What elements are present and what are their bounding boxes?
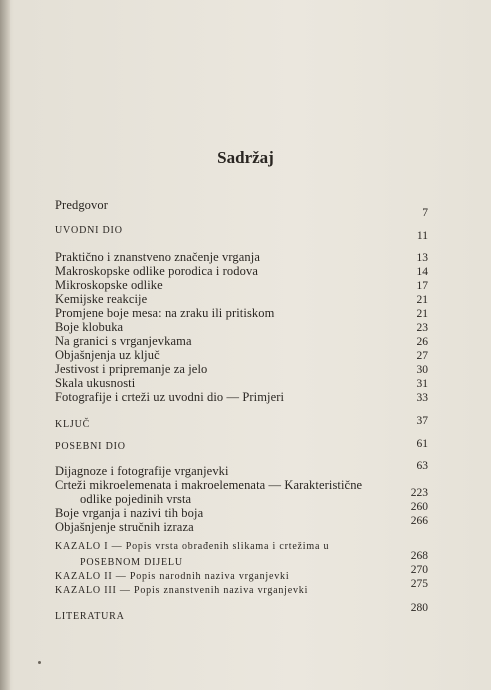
toc-page-number: 260 <box>410 501 428 513</box>
toc-section-heading: POSEBNI DIO <box>55 441 126 452</box>
toc-page-number: 23 <box>416 322 428 334</box>
toc-entry-text: Objašnjenje stručnih izraza <box>55 520 194 534</box>
toc-page-number: 21 <box>416 294 428 306</box>
toc-entry-text: Boje klobuka <box>55 320 124 334</box>
toc-page-number: 223 <box>410 487 428 499</box>
toc-entry-text: Kemijske reakcije <box>55 292 148 306</box>
toc-entry-text: Makroskopske odlike porodica i rodova <box>55 264 258 278</box>
toc-page-number: 33 <box>416 392 428 404</box>
toc-entry-text: Dijagnoze i fotografije vrganjevki <box>55 464 229 478</box>
toc-index-heading: KAZALO I — Popis vrsta obrađenih slikama i crtežima u <box>55 541 330 552</box>
toc-index-heading: KAZALO II — Popis narodnih naziva vrganjevki <box>55 571 290 582</box>
toc-section-heading: KLJUČ <box>55 419 91 430</box>
toc-page-number: 31 <box>416 378 428 390</box>
toc-entry-text: Boje vrganja i nazivi tih boja <box>55 506 204 520</box>
toc-entry-text: Praktično i znanstveno značenje vrganja <box>55 250 260 264</box>
toc-page-number: 275 <box>410 578 428 590</box>
toc-entry-text: Na granici s vrganjevkama <box>55 334 192 348</box>
toc-entry-text: Promjene boje mesa: na zraku ili pritiskom <box>55 306 275 320</box>
toc-page-number: 7 <box>422 207 428 219</box>
toc-page-number: 266 <box>410 515 428 527</box>
toc-page-number: 14 <box>416 266 428 278</box>
toc-index-heading: POSEBNOM DIJELU <box>80 557 183 568</box>
toc-page-number: 26 <box>416 336 428 348</box>
toc-entry-text: Objašnjenja uz ključ <box>55 348 160 362</box>
toc-page-number: 268 <box>410 550 428 562</box>
toc-page-number: 270 <box>410 564 428 576</box>
toc-entry-text: Fotografije i crteži uz uvodni dio — Primjeri <box>55 390 285 404</box>
toc-entry-text: Jestivost i pripremanje za jelo <box>55 362 208 376</box>
page-binding-shadow <box>0 0 10 690</box>
toc-page-number: 21 <box>416 308 428 320</box>
toc-page-number: 280 <box>410 602 428 614</box>
toc-index-heading: KAZALO III — Popis znanstvenih naziva vrganjevki <box>55 585 309 596</box>
toc-page-number: 37 <box>416 415 428 427</box>
toc-section-heading: LITERATURA <box>55 611 125 622</box>
toc-page-number: 11 <box>416 230 428 242</box>
toc-page-number: 61 <box>416 438 428 450</box>
toc-entry-text: Skala ukusnosti <box>55 376 136 390</box>
toc-page-number: 30 <box>416 364 428 376</box>
toc-section-heading: UVODNI DIO <box>55 225 123 236</box>
toc-page-number: 63 <box>416 460 428 472</box>
page-title: Sadržaj <box>217 148 274 167</box>
toc-entry-text: Mikroskopske odlike <box>55 278 163 292</box>
paper-speck <box>38 661 41 664</box>
toc-page-number: 27 <box>416 350 428 362</box>
toc-page-number: 13 <box>416 252 428 264</box>
toc-entry-text: odlike pojedinih vrsta <box>80 492 192 506</box>
toc-page-number: 17 <box>416 280 428 292</box>
toc-entry-text: Crteži mikroelemenata i makroelemenata — Karakteristične <box>55 478 363 492</box>
toc-entry-text: Predgovor <box>55 198 108 212</box>
